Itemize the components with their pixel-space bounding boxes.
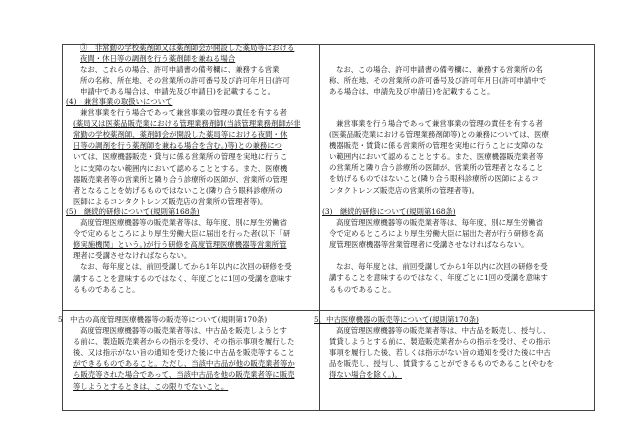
left-item3-heading-1: ③ 非常勤の学校薬剤師又は薬剤師会が開設した薬局等における [80,43,295,52]
paragraph-line: 高度管理医療機器等の販売業者等は、中古品を販売し、授与し、 [336,326,551,336]
paragraph-line: るものであること。 [73,284,140,294]
paragraph-line: 称、所在地、その営業所の許可番号及び許可年月日(許可申請中で [329,76,547,86]
paragraph-line: 品を販売し、授与し、賃貸することができるものであること(やむを [329,359,554,369]
right-business [322,118,590,196]
paragraph-line: 医師によるコンタクトレンズ販売店の営業所の管理者等)。 [73,196,268,206]
paragraph-line: 申請中である場合は、申請先及び申請日)を記載すること。 [80,87,276,97]
paragraph-line: を妨げるものではないこと(隣り合う眼科診療所の医師によるコ [329,174,539,184]
paragraph-line: ら販売等された場合であって、当該中古品を他の販売業者等に販売 [73,370,295,380]
left-item3 [66,42,314,97]
paragraph-line: い範囲内において認めることとする。また、医療機器販売業者等 [329,152,544,162]
left-item3-heading-2: 夜間・休日等の調剤を行う薬剤師を兼ねる場合 [80,54,236,64]
right-top-note [322,64,590,97]
right-section5-heading: 5．中古医療機器の販売等について(規則第170条) [314,315,479,324]
paragraph-line: 令で定めるところにより厚生労働大臣に届出を行った者(以下「研 [73,229,291,239]
paragraph-line: 事項を履行した後、若しくは指示がない旨の通知を受けた後に中古 [329,348,551,358]
paragraph-line: なお、これらの場合、許可申請書の備考欄に、兼務する営業 [80,65,280,75]
paragraph-line: ンタクトレンズ販売店の営業所の管理者等)。 [329,185,479,195]
left-section5 [58,314,314,392]
right-item3-heading: (3) 継続的研修について(規則第168条) [322,207,456,216]
paragraph-line: るものであること。 [329,284,396,294]
paragraph-line: 後、又は指示がない旨の通知を受けた後に中古品を販売等すること [73,348,295,358]
paragraph-line: いては、医療機器販売・貸与に係る営業所の管理を実地に行うこ [73,152,288,162]
left-section5-heading: 5 中古の高度管理医療機器等の販売等について(規則第170条) [58,315,268,324]
paragraph-line: なお、毎年度とは、前回受講してから1年以内に次回の研修を受 [336,262,548,272]
left-item5-heading: (5) 継続的研修について(規則第168条) [66,207,200,216]
paragraph-line: 機器販売・賃貸に係る営業所の管理を実地に行うことに支障のな [329,141,544,151]
paragraph-line: なお、毎年度とは、前回受講してから1年以内に次回の研修を受 [80,262,292,272]
paragraph-line: 常勤の学校薬剤師、薬剤師会が開設した薬局等における夜間・休 [73,130,288,140]
row-divider [63,310,594,311]
paragraph-line: 高度管理医療機器等の販売業者等は、毎年度、別に厚生労働省 [336,218,543,228]
paragraph-line: 高度管理医療機器等の販売業者等は、毎年度、別に厚生労働省 [80,218,287,228]
paragraph-line: 日等の調剤を行う薬剤師を兼ねる場合を含む。)等)との兼務につ [73,141,282,151]
column-divider [319,45,320,410]
paragraph-line: 賃貸しようとする前に、製造販売業者からの指示を受け、その指示 [329,337,551,347]
left-item4 [66,96,314,207]
paragraph-line: 所の名称、所在地、その営業所の許可番号及び許可年月日(許可 [80,76,290,86]
paragraph-line: ができるものであること。ただし、当該中古品が他の販売業者等か [73,359,295,369]
paragraph-line: る前に、製造販売業者からの指示を受け、その指示事項を履行した [73,337,295,347]
paragraph-line: ある場合は、申請先及び申請日)を記載すること。 [329,87,495,97]
paragraph-line: 高度管理医療機器等の販売業者等は、中古品を販売しようとす [80,326,287,336]
right-item3 [322,206,590,295]
paragraph-line: 修実施機関」という。)が行う研修を高度管理医療機器等営業所管 [73,240,287,250]
paragraph-line: 講することを意味するのではなく、年度ごとに1回の受講を意味す [329,273,548,283]
right-section5 [314,314,590,381]
paragraph-line: (医薬品販売業における管理業務剤師等)との兼務については、医療 [329,130,549,140]
paragraph-line: (薬局又は医薬品販売業における管理業務剤師(当該管理業務剤師が非 [73,119,301,129]
paragraph-line: 度管理医療機器等営業管理者に受講させなければならない。 [329,240,529,250]
left-item5 [66,206,314,295]
paragraph-line: 器販売業者等の営業所と隣り合う診療所の医師が、営業所の管理 [73,174,288,184]
paragraph-line: 兼営事業を行う場合であって兼営事業の管理の責任を有する者 [336,119,543,128]
paragraph-line: 者となることを妨げるものではないこと(隣り合う眼科診療所の [73,185,283,195]
paragraph-line: 講することを意味するのではなく、年度ごとに1回の受講を意味す [73,273,292,283]
paragraph-line: とに支障のない範囲内において認めることとする。また、医療機 [73,163,288,173]
paragraph-line: なお、この場合、許可申請書の備考欄に、兼務する営業所の名 [336,65,543,74]
left-item4-heading: (4) 兼営事業の取扱いについて [66,97,173,106]
paragraph-line: の営業所と隣り合う診療所の医師が、営業所の管理者となること [329,163,544,173]
paragraph-line: 等しようとするときは、この限りでないこと。 [73,381,229,391]
paragraph-line: 兼営事業を行う場合であって兼営事業の管理の責任を有する者 [80,108,287,118]
paragraph-line: 得ない場合を除く。)。 [329,370,402,380]
paragraph-line: 令で定めるところにより厚生労働大臣に届出た者が行う研修を高 [329,229,544,239]
paragraph-line: 理者に受講させなければならない。 [73,251,192,261]
